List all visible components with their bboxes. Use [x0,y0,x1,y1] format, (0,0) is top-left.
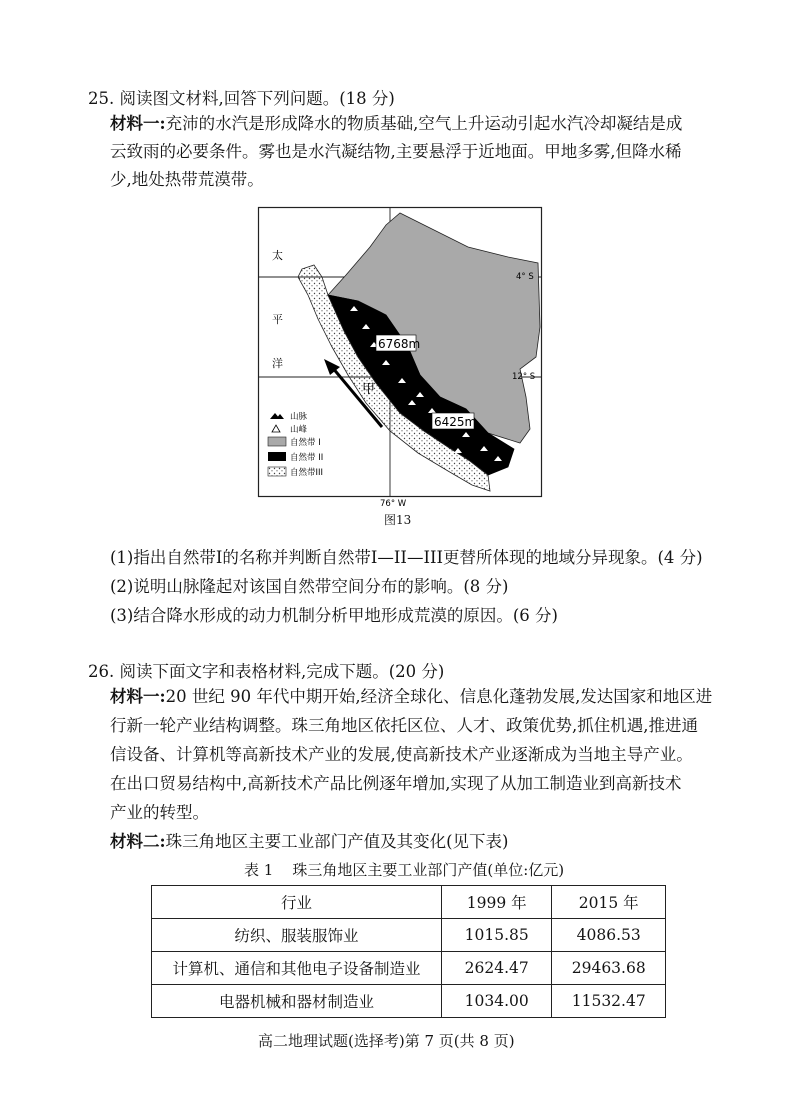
lon-label-76w: 76° W [380,499,407,509]
peru-map-figure [258,207,542,509]
ocean-char-ping: 平 [272,313,283,326]
place-jia-label: 甲 [362,382,376,397]
q25-material1-line-2: 云致雨的必要条件。雾也是水汽凝结物,主要悬浮于近地面。甲地多雾,但降水稀 [110,142,682,161]
table-header-2015: 2015 年 [552,886,666,919]
ocean-char-tai: 太 [272,249,283,262]
output-value-table [151,885,666,1018]
q25-material1-line-1 [110,110,682,138]
q25-material1-text-1: 充沛的水汽是形成降水的物质基础,空气上升运动引起水汽冷却凝结是成 [165,114,683,133]
table-cell-2015: 29463.68 [552,952,666,985]
q26-material2-text: 珠三角地区主要工业部门产值及其变化(见下表) [165,832,509,851]
peak-label-6425: 6425m [434,415,477,429]
table-row [152,985,666,1018]
peak-label-6768: 6768m [378,337,421,351]
page-footer: 高二地理试题(选择考)第 7 页(共 8 页) [258,1032,515,1050]
q26-material1-line-2: 行新一轮产业结构调整。珠三角地区依托区位、人才、政策优势,抓住机遇,推进通 [110,716,698,735]
q25-question-3: (3)结合降水形成的动力机制分析甲地形成荒漠的原因。(6 分) [110,606,558,625]
table-header-industry: 行业 [152,886,442,919]
q26-material1-line-4: 在出口贸易结构中,高新技术产品比例逐年增加,实现了从加工制造业到高新技术 [110,774,682,793]
ocean-char-yang: 洋 [272,357,283,370]
figure-caption: 图13 [384,513,412,527]
legend-zone3-swatch [268,467,286,476]
q25-title: 25. 阅读图文材料,回答下列问题。(18 分) [88,89,395,108]
lat-label-12s: 12° S [512,372,536,382]
q26-material1-line-5: 产业的转型。 [110,803,209,822]
q26-material1-label: 材料一: [110,687,166,706]
table-row [152,919,666,952]
table-header-row [152,886,666,919]
lat-label-4s: 4° S [516,272,534,282]
table-cell-2015: 4086.53 [552,919,666,952]
table-title: 表 1 珠三角地区主要工业部门产值(单位:亿元) [244,861,565,879]
q25-question-2: (2)说明山脉隆起对该国自然带空间分布的影响。(8 分) [110,577,509,596]
q26-material1-line-1 [110,683,712,711]
q26-material1-text-1: 20 世纪 90 年代中期开始,经济全球化、信息化蓬勃发展,发达国家和地区进 [165,687,713,706]
table-cell-2015: 11532.47 [552,985,666,1018]
legend-zone3-label: 自然带III [290,468,324,478]
table-row [152,952,666,985]
peru-map [258,207,542,509]
table-cell-1999: 1034.00 [441,985,551,1018]
legend-zone2-swatch [268,452,286,461]
table-cell-industry: 电器机械和器材制造业 [152,985,442,1018]
legend-zone1-label: 自然带 I [290,438,321,448]
q26-title: 26. 阅读下面文字和表格材料,完成下题。(20 分) [88,662,445,681]
q25-material1-label: 材料一: [110,114,166,133]
table-cell-1999: 2624.47 [441,952,551,985]
table-cell-industry: 纺织、服装服饰业 [152,919,442,952]
q26-material2-line [110,828,508,856]
table-cell-1999: 1015.85 [441,919,551,952]
q26-material1-line-3: 信设备、计算机等高新技术产业的发展,使高新技术产业逐渐成为当地主导产业。 [110,745,693,764]
legend-peak-label: 山峰 [290,425,308,435]
table-cell-industry: 计算机、通信和其他电子设备制造业 [152,952,442,985]
legend-zone1-swatch [268,437,286,446]
q25-question-1: (1)指出自然带I的名称并判断自然带I—II—III更替所体现的地域分异现象。(4 分) [110,548,703,567]
table-header-1999: 1999 年 [441,886,551,919]
legend-mountain-label: 山脉 [290,412,308,422]
q26-material2-label: 材料二: [110,832,166,851]
q25-material1-line-3: 少,地处热带荒漠带。 [110,170,264,189]
legend-zone2-label: 自然带 II [290,453,324,463]
